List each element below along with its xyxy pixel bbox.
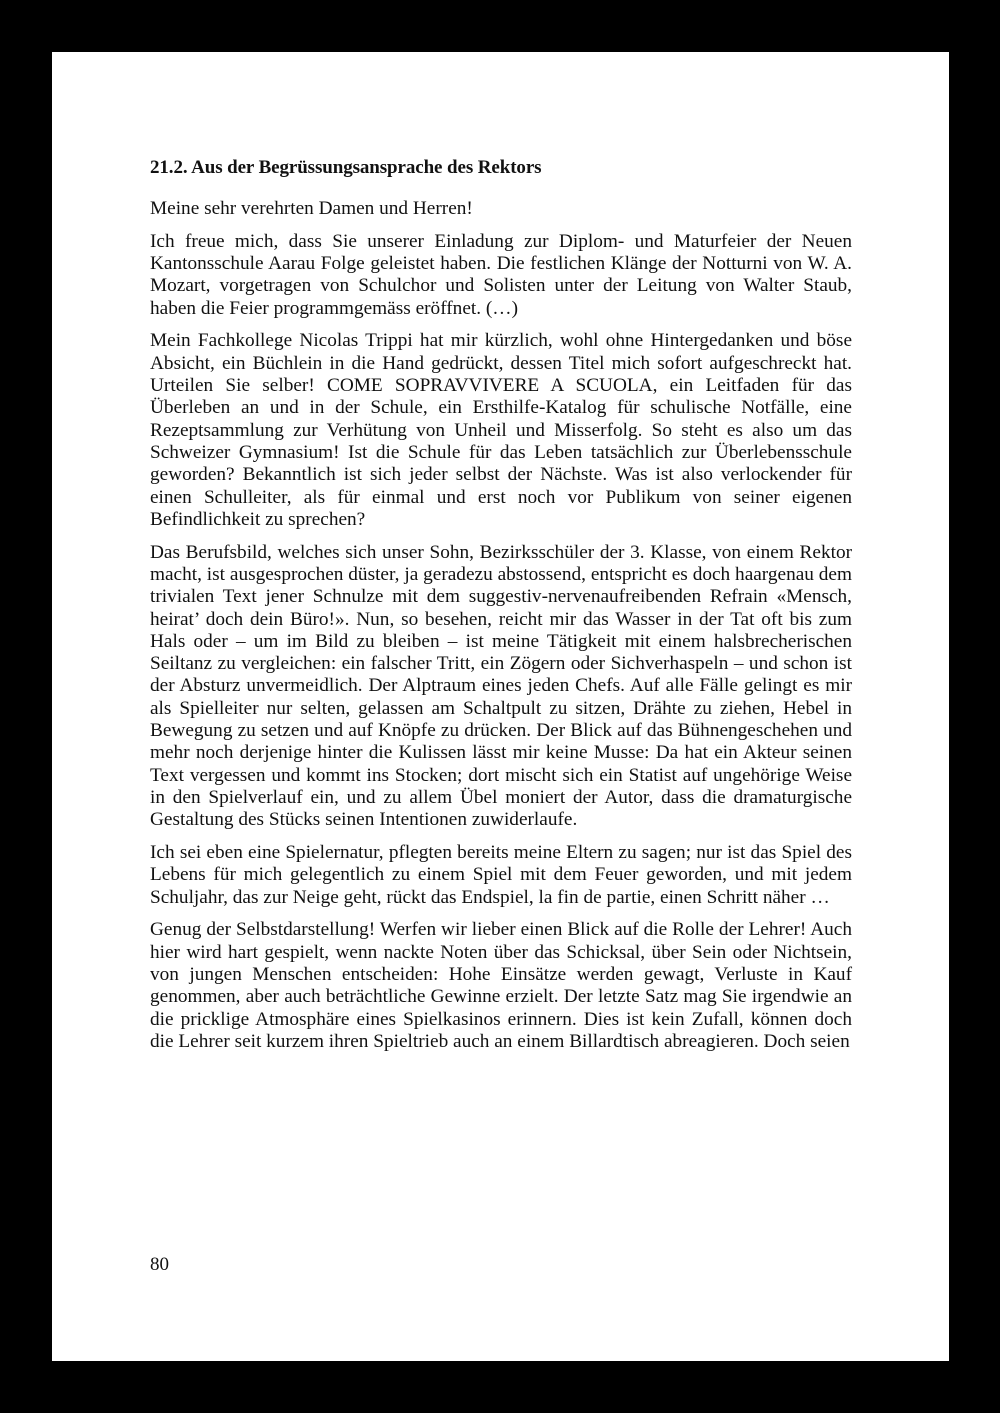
paragraph-teachers: Genug der Selbstdarstellung! Werfen wir lieber einen Blick auf die Rolle der Lehrer! Auch hier wird hart gespielt, wenn nackte Noten über das Schicksal, über Sein oder Nichtsein, von jungen Menschen entscheiden: Hohe Einsätze werden gewagt, Verluste in Kauf genommen, aber auch beträchtliche Gewinne erzielt. Der letzte Satz mag Sie irgendwie an die pricklige Atmosphäre eines Spielkasinos erinnern. Dies ist kein Zufall, können doch die Lehrer seit kurzem ihren Spieltrieb auch an einem Billardtisch abreagieren. Doch seien xyxy=(150,919,852,1052)
page-number: 80 xyxy=(150,1254,169,1275)
paragraph-book: Mein Fachkollege Nicolas Trippi hat mir kürzlich, wohl ohne Hintergedanken und böse Absicht, ein Büchlein in die Hand gedrückt, dessen Titel mich sofort aufgeschreckt hat. Urteilen Sie selber! COME SOPRAVVIVERE A SCUOLA, ein Leitfaden für das Überleben an und in der Schule, ein Ersthilfe-Katalog für schulische Notfälle, eine Rezeptsammlung zur Verhütung von Unheil und Misserfolg. So steht es also um das Schweizer Gymnasium! Ist die Schule für das Leben tatsächlich zur Überlebensschule geworden? Bekanntlich ist sich jeder selbst der Nächste. Was ist also verlockender für einen Schulleiter, als für einmal und erst noch vor Publikum von seiner eigenen Befindlichkeit zu sprechen? xyxy=(150,330,852,530)
section-heading: 21.2. Aus der Begrüssungsansprache des Rektors xyxy=(150,157,542,178)
document-page xyxy=(52,52,949,1361)
paragraph-job-image: Das Berufsbild, welches sich unser Sohn, Bezirksschüler der 3. Klasse, von einem Rektor macht, ist ausgesprochen düster, ja geradezu abstossend, entspricht es doch haargenau dem trivialen Text jener Schnulze mit dem suggestiv-nervenaufreibenden Refrain «Mensch, heirat’ doch dein Büro!». Nun, so besehen, reicht mir das Wasser in der Tat oft bis zum Hals oder – um im Bild zu bleiben – ist meine Tätigkeit mit einem halsbrecherischen Seiltanz zu vergleichen: ein falscher Tritt, ein Zögern oder Sichverhaspeln – und schon ist der Absturz unvermeidlich. Der Alptraum eines jeden Chefs. Auf alle Fälle gelingt es mir als Spielleiter nur selten, gelassen am Schaltpult zu sitzen, Drähte zu ziehen, Hebel in Bewegung zu setzen und auf Knöpfe zu drücken. Der Blick auf das Bühnengeschehen und mehr noch derjenige hinter die Kulissen lässt mir keine Musse: Da hat ein Akteur seinen Text vergessen und kommt ins Stocken; dort mischt sich ein Statist auf ungehörige Weise in den Spielverlauf ein, und zu allem Übel moniert der Autor, dass die dramaturgische Gestaltung des Stücks seinen Intentionen zuwiderlaufe. xyxy=(150,541,852,831)
salutation: Meine sehr verehrten Damen und Herren! xyxy=(150,198,473,219)
paragraph-opening: Ich freue mich, dass Sie unserer Einladung zur Diplom- und Maturfeier der Neuen Kantonsschule Aarau Folge geleistet haben. Die festlichen Klänge der Notturni von W. A. Mozart, vorgetragen von Schulchor und Solisten unter der Leitung von Walter Staub, haben die Feier programmgemäss eröffnet. (…) xyxy=(150,230,852,319)
page-content xyxy=(150,156,852,1064)
paragraph-player-nature: Ich sei eben eine Spielernatur, pflegten bereits meine Eltern zu sagen; nur ist das Spiel des Lebens für mich gelegentlich zu einem Spiel mit dem Feuer geworden, und mit jedem Schuljahr, das zur Neige geht, rückt das Endspiel, la fin de partie, einen Schritt näher … xyxy=(150,842,852,908)
